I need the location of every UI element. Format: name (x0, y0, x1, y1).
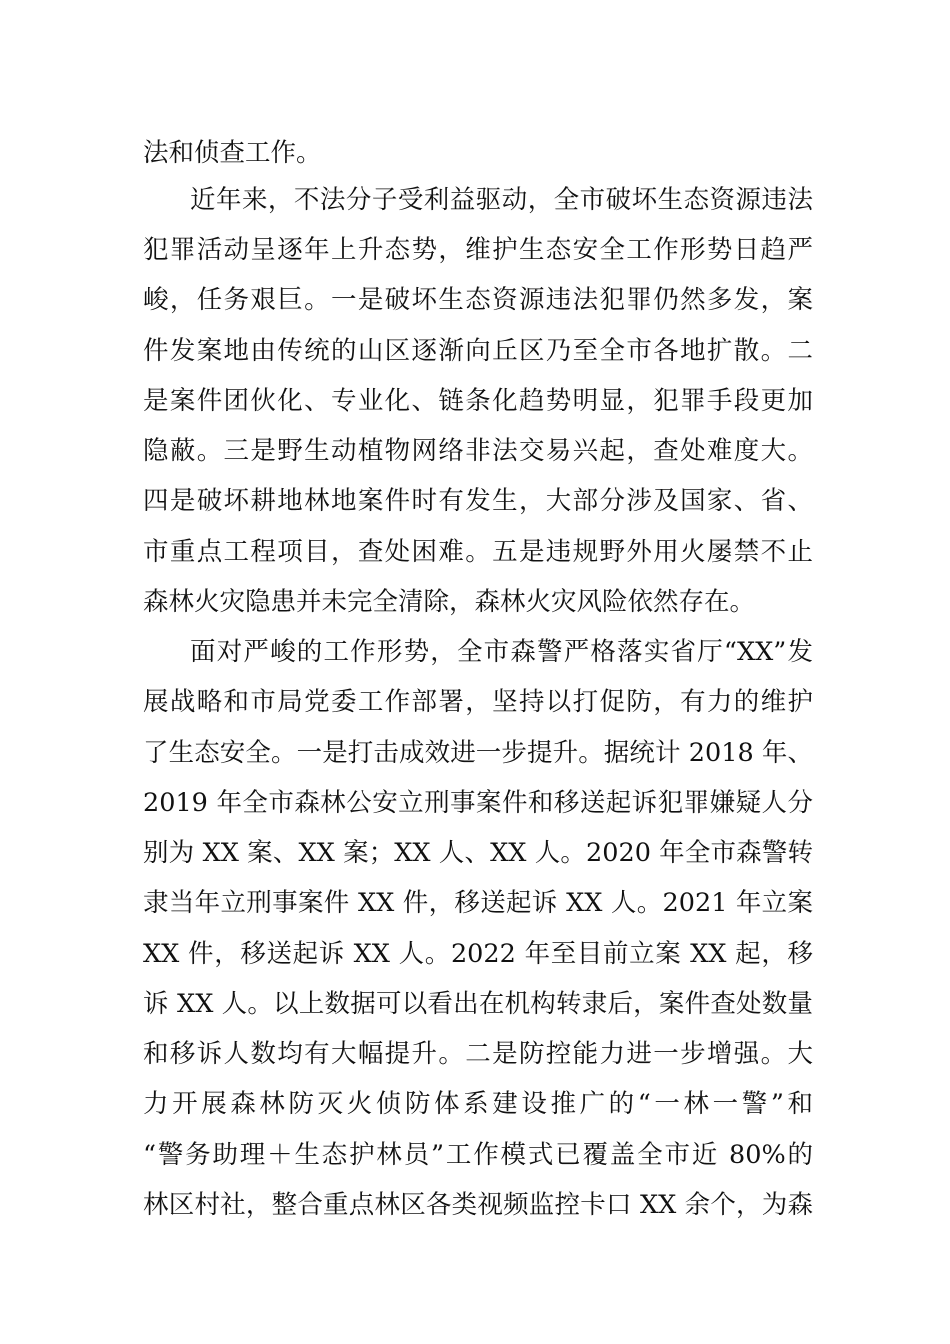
paragraph-2-line-7: XX 件，移送起诉 XX 人。2022 年至目前立案 XX 起，移 (143, 939, 813, 969)
paragraph-2-line-3: 了生态安全。一是打击成效进一步提升。据统计 2018 年、 (143, 738, 813, 768)
paragraph-2-line-9: 和移诉人数均有大幅提升。二是防控能力进一步增强。大 (143, 1039, 813, 1069)
paragraph-1-line-2: 犯罪活动呈逐年上升态势，维护生态安全工作形势日趋严 (143, 235, 813, 265)
paragraph-2-line-11: “警务助理＋生态护林员”工作模式已覆盖全市近 80%的 (143, 1140, 813, 1170)
paragraph-2-line-12: 林区村社，整合重点林区各类视频监控卡口 XX 余个，为森 (143, 1190, 813, 1220)
paragraph-1-line-6: 隐蔽。三是野生动植物网络非法交易兴起，查处难度大。 (143, 436, 813, 466)
paragraph-1-line-5: 是案件团伙化、专业化、链条化趋势明显，犯罪手段更加 (143, 386, 813, 416)
paragraph-1-line-8: 市重点工程项目，查处困难。五是违规野外用火屡禁不止 (143, 537, 813, 567)
paragraph-1-line-9: 森林火灾隐患并未完全清除，森林火灾风险依然存在。 (143, 587, 756, 617)
paragraph-1-line-3: 峻，任务艰巨。一是破坏生态资源违法犯罪仍然多发，案 (143, 285, 813, 315)
paragraph-2-line-2: 展战略和市局党委工作部署，坚持以打促防，有力的维护 (143, 687, 813, 717)
paragraph-2-line-5: 别为 XX 案、XX 案；XX 人、XX 人。2020 年全市森警转 (143, 838, 813, 868)
paragraph-2-line-4: 2019 年全市森林公安立刑事案件和移送起诉犯罪嫌疑人分 (143, 788, 813, 818)
paragraph-1-line-7: 四是破坏耕地林地案件时有发生，大部分涉及国家、省、 (143, 486, 813, 516)
paragraph-2-line-1: 面对严峻的工作形势，全市森警严格落实省厅“XX”发 (190, 637, 813, 667)
text-line-1: 法和侦查工作。 (143, 138, 322, 168)
paragraph-1-line-4: 件发案地由传统的山区逐渐向丘区乃至全市各地扩散。二 (143, 336, 813, 366)
paragraph-2-line-6: 隶当年立刑事案件 XX 件，移送起诉 XX 人。2021 年立案 (143, 888, 813, 918)
paragraph-2-line-8: 诉 XX 人。以上数据可以看出在机构转隶后，案件查处数量 (143, 989, 813, 1019)
paragraph-2-line-10: 力开展森林防灭火侦防体系建设推广的“一林一警”和 (143, 1089, 813, 1119)
paragraph-1-line-1: 近年来，不法分子受利益驱动，全市破坏生态资源违法 (190, 185, 813, 215)
